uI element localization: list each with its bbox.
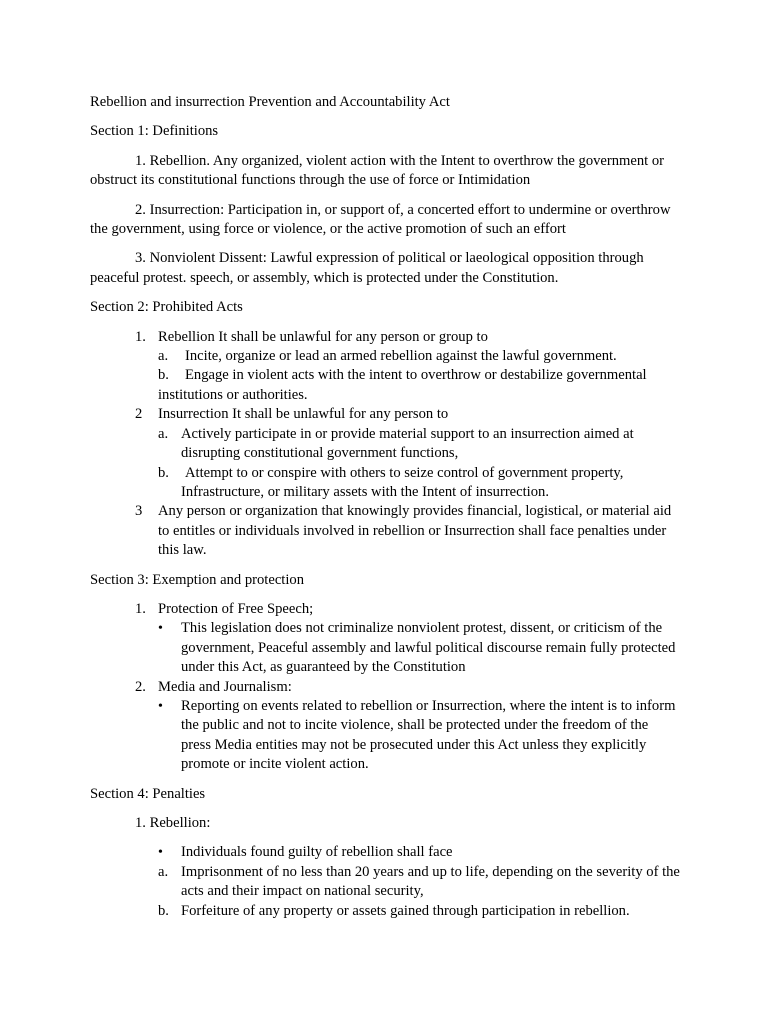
list-item [90, 502, 680, 560]
list-item [90, 902, 680, 921]
list-item [90, 366, 680, 405]
list-item [90, 328, 680, 347]
list-item-text: Rebellion It shall be unlawful for any person or group to [158, 328, 488, 345]
list-letter: a. [158, 863, 169, 880]
list-number: 1. [135, 328, 146, 345]
list-item [90, 843, 680, 862]
definition-nonviolent-dissent: 3. Nonviolent Dissent: Lawful expression of political or laeological opposition through peaceful protest. speech, or assembly, which is protected under the Constitution. [90, 250, 644, 286]
section-4-heading: Section 4: Penalties [90, 785, 206, 802]
list-item [90, 678, 680, 697]
list-item-text: Protection of Free Speech; [158, 600, 314, 617]
section-2-heading: Section 2: Prohibited Acts [90, 299, 243, 316]
list-item-text: Engage in violent acts with the intent to overthrow or destabilize governmental institutions or authorities. [158, 367, 647, 403]
list-item-text: Incite, organize or lead an armed rebellion against the lawful government. [185, 348, 617, 365]
list-item [90, 863, 680, 902]
list-item-text: Reporting on events related to rebellion or Insurrection, where the intent is to inform the public and not to incite violence, shall be protected under the freedom of the press Media entities may not be prosecuted under this Act unless they explicitly promote or incite violent action. [181, 697, 676, 773]
penalties-rebellion-subheading: 1. Rebellion: [135, 815, 211, 831]
list-item [90, 600, 680, 619]
list-item [90, 464, 680, 503]
document-title: Rebellion and insurrection Prevention and Accountability Act [90, 94, 450, 110]
list-letter: b. [158, 367, 169, 384]
list-item-text: Media and Journalism: [158, 678, 292, 695]
bullet-icon: • [158, 621, 163, 637]
list-item-text: Forfeiture of any property or assets gained through participation in rebellion. [181, 902, 630, 919]
list-number: 1. [135, 600, 146, 617]
prohibited-acts-list [90, 328, 680, 561]
list-number: 2. [135, 678, 146, 695]
list-item-text: This legislation does not criminalize nonviolent protest, dissent, or criticism of the government, Peaceful assembly and lawful political discourse remain fully protected under this Act, as guaranteed by the Constitution [181, 620, 676, 676]
bullet-icon: • [158, 845, 163, 861]
list-letter: b. [158, 464, 169, 481]
list-item-text: Insurrection It shall be unlawful for any person to [158, 406, 449, 423]
bullet-icon: • [158, 698, 163, 714]
definition-rebellion: 1. Rebellion. Any organized, violent action with the Intent to overthrow the government or obstruct its constitutional functions through the use of force or Intimidation [90, 152, 665, 189]
list-item-text: Actively participate in or provide material support to an insurrection aimed at disrupting constitutional government functions, [181, 425, 634, 462]
list-item [90, 347, 680, 366]
list-item-text: Individuals found guilty of rebellion shall face [181, 844, 453, 861]
list-item-text: Imprisonment of no less than 20 years and up to life, depending on the severity of the acts and their impact on national security, [181, 863, 680, 900]
list-letter: b. [158, 902, 169, 919]
list-letter: a. [158, 425, 169, 442]
exemptions-list [90, 600, 680, 775]
document-page [90, 93, 680, 921]
list-number: 3 [135, 503, 143, 520]
section-3-heading: Section 3: Exemption and protection [90, 571, 304, 588]
section-1-heading: Section 1: Definitions [90, 123, 219, 140]
list-number: 2 [135, 406, 143, 423]
list-letter: a. [158, 348, 169, 365]
list-item-text: Any person or organization that knowingly provides financial, logistical, or material aid to entitles or individuals involved in rebellion or Insurrection shall face penalties under this law. [158, 503, 672, 559]
list-item [90, 619, 680, 677]
penalties-list [90, 843, 680, 921]
list-item [90, 405, 680, 424]
list-item [90, 425, 680, 464]
list-item [90, 697, 680, 775]
list-item-text: Attempt to or conspire with others to seize control of government property, Infrastructure, or military assets with the Intent of insurrection. [181, 464, 624, 500]
definition-insurrection: 2. Insurrection: Participation in, or support of, a concerted effort to undermine or overthrow the government, using force or violence, or the active promotion of such an effort [90, 201, 671, 238]
